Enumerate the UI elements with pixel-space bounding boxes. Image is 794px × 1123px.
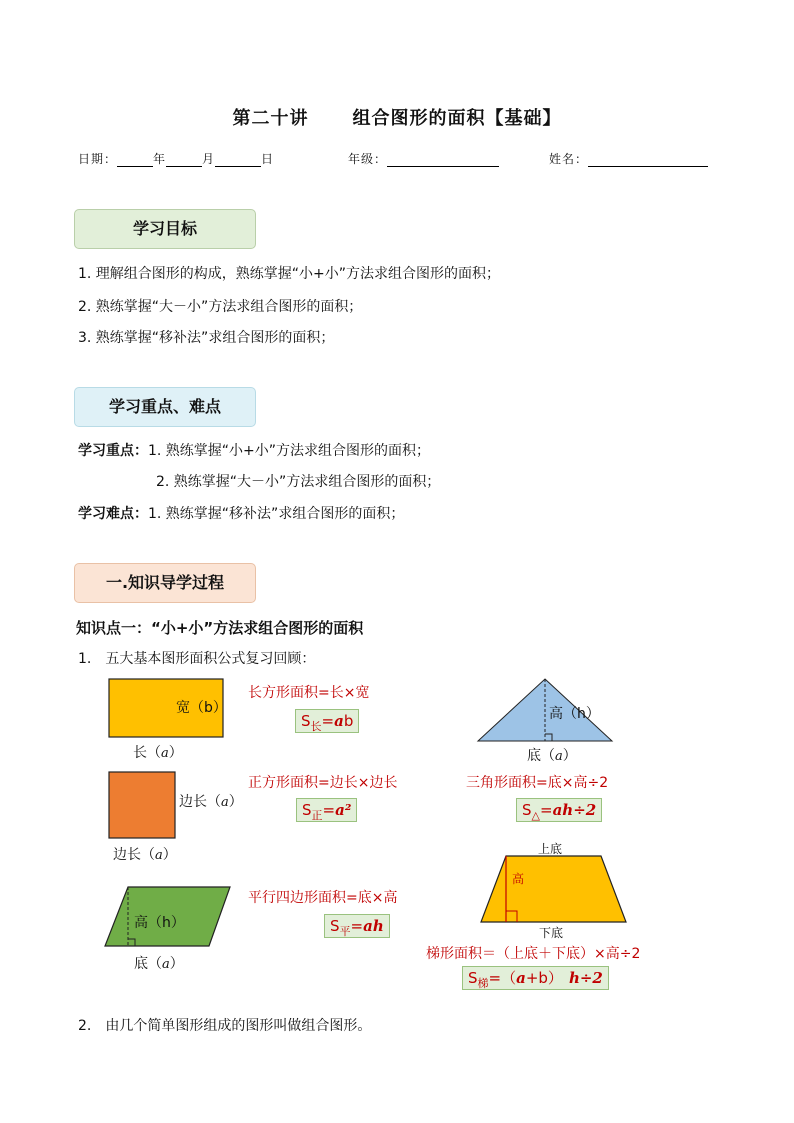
year-label: 年 [153, 152, 167, 166]
square-side-label-right: 边长（a） [179, 794, 243, 810]
key-point-label: 学习重点： [78, 443, 148, 459]
square-formula-text: 正方形面积=边长×边长 [248, 775, 398, 791]
difficulty-label: 学习难点： [78, 506, 148, 522]
trapezoid-formula-box: $S_梯=(a+b)$ h÷2 [462, 966, 609, 990]
lecture-topic: 组合图形的面积【基础】 [352, 108, 562, 129]
review-item-2: 2. 由几个简单图形组成的图形叫做组合图形。 [78, 1018, 372, 1034]
name-label: 姓名： [549, 152, 589, 166]
knowledge-point-1: 知识点一：“小+小”方法求组合图形的面积 [76, 619, 364, 637]
trapezoid-formula-text: 梯形面积＝（上底＋下底）×高÷2 [426, 946, 641, 962]
day-label: 日 [261, 152, 275, 166]
triangle-formula-box: $S_\triangle=ah\div 2$ [516, 798, 602, 822]
review-item-1: 1. 五大基本图形面积公式复习回顾： [78, 651, 316, 667]
rect-formula-box: $S_长=ab$ [295, 709, 359, 733]
parallelogram-base-label: 底（a） [134, 956, 184, 972]
triangle-base-label: 底（a） [527, 748, 577, 764]
trapezoid-bottom-label: 下底 [539, 926, 564, 940]
key-point-2: 2. 熟练掌握“大－小”方法求组合图形的面积； [156, 474, 441, 490]
parallelogram-height-label: 高（h） [134, 915, 185, 931]
key-point-1: 1. 熟练掌握“小+小”方法求组合图形的面积； [148, 443, 431, 459]
trapezoid-top-label: 上底 [538, 842, 563, 856]
grade-label: 年级： [348, 152, 388, 166]
rect-length-label: 长（a） [133, 745, 183, 761]
goal-item-3: 3. 熟练掌握“移补法”求组合图形的面积； [78, 330, 335, 346]
difficulty-1: 1. 熟练掌握“移补法”求组合图形的面积； [148, 506, 405, 522]
trapezoid-shape [481, 856, 626, 922]
date-label: 日期： [78, 152, 118, 166]
lecture-number: 第二十讲 [232, 108, 309, 129]
section-key-points: 学习重点、难点 [74, 387, 256, 427]
section-learning-goals: 学习目标 [74, 209, 256, 249]
triangle-formula-text: 三角形面积=底×高÷2 [466, 775, 609, 791]
triangle-height-label: 高（h） [549, 706, 600, 722]
square-side-label-bottom: 边长（a） [113, 847, 177, 863]
parallelogram-formula-box: $S_平=ah$ [324, 914, 390, 938]
square-formula-box: $S_正=a^2$ [296, 798, 357, 822]
goal-item-2: 2. 熟练掌握“大－小”方法求组合图形的面积； [78, 299, 363, 315]
rect-width-label: 宽（b） [176, 700, 227, 716]
section-knowledge-process: 一.知识导学过程 [74, 563, 256, 603]
trapezoid-height-label: 高 [512, 872, 525, 886]
goal-item-1: 1. 理解组合图形的构成，熟练掌握“小+小”方法求组合图形的面积； [78, 266, 501, 282]
month-label: 月 [202, 152, 216, 166]
rect-formula-text: 长方形面积=长×宽 [248, 685, 370, 701]
square-shape [109, 772, 175, 838]
parallelogram-formula-text: 平行四边形面积=底×高 [248, 890, 398, 906]
